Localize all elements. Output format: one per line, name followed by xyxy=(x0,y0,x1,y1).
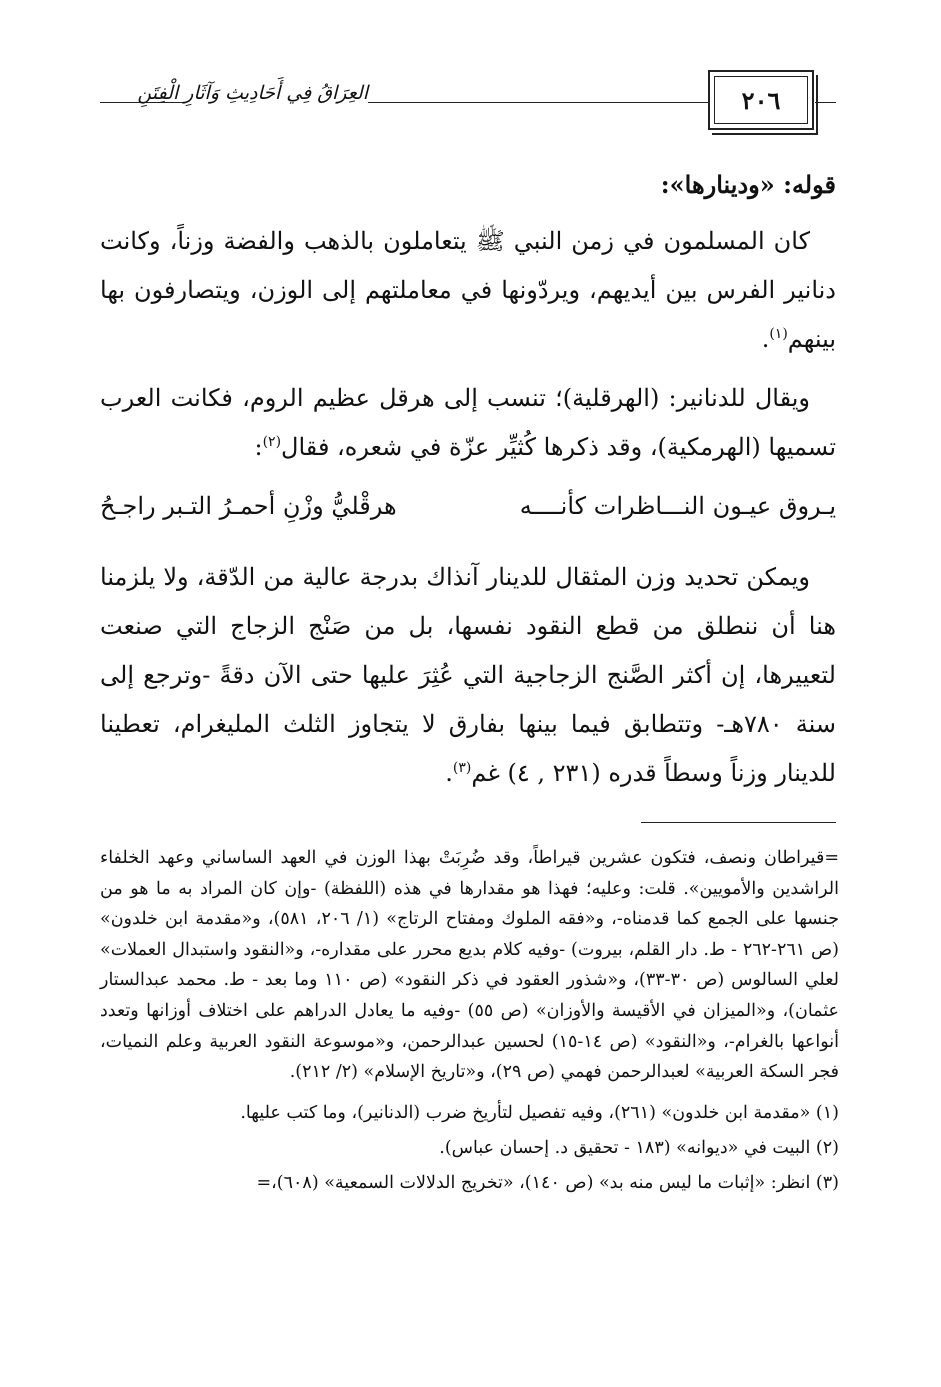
poem-verse xyxy=(100,482,836,531)
footnote-continued: =قيراطان ونصف، فتكون عشرين قيراطاً، وقد ضُرِبَتْ بهذا الوزن في العهد الساساني وعهد الخلفاء الراشدين والأمويين». قلت: وعليه؛ فهذا هو مقدارها في هذه (اللفظة) -وإن كان المراد به ما هو من جنسها على الجمع كما قدمناه-، و«فقه الملوك ومفتاح الرتاج» (١/ ٢٠٦، ٥٨١)، و«مقدمة ابن خلدون» (ص ٢٦١-٢٦٢ - ط. دار القلم، بيروت) -وفيه كلام بديع محرر على مقداره-، و«النقود واستبدال العملات» لعلي السالوس (ص ٣٠-٣٣)، و«شذور العقود في ذكر النقود» (ص ١١٠ وما بعد - ط. محمد عبدالستار عثمان)، و«الميزان في الأقيسة والأوزان» (ص ٥٥) -وفيه ما يعادل الدراهم على اختلاف أوزانها وتعدد أنواعها بالغرام-، و«النقود» (ص ١٤-١٥) لحسين عبدالرحمن، و«موسوعة النقود العربية وعلم النميات، فجر السكة العربية» لعبدالرحمن فهمي (ص ٢٩)، و«تاريخ الإسلام» (٢/ ٢١٢). xyxy=(100,848,840,1083)
section-heading: قوله: «ودينارها»: xyxy=(660,170,836,199)
footnotes xyxy=(100,843,839,1201)
footnote-separator xyxy=(641,822,836,823)
running-title: العِرَاقُ فِي أَحَادِيثِ وَآثَارِ الْفِتَنِ xyxy=(137,82,368,104)
header-rule-right xyxy=(815,102,836,103)
page-header xyxy=(100,62,836,132)
paragraph-1 xyxy=(100,217,836,364)
footnote-ref-2: (٢) xyxy=(262,434,282,450)
paragraph-1-text: كان المسلمون في زمن النبي ﷺ يتعاملون بالذهب والفضة وزناً، وكانت دنانير الفرس بين أيديهم، ويردّونها في معاملتهم إلى الوزن، ويتصارفون بها بينهم xyxy=(100,227,836,353)
header-rule-middle xyxy=(368,102,708,103)
footnote-2: (٢) البيت في «ديوانه» (١٨٣ - تحقيق د. إحسان عباس). xyxy=(439,1137,839,1158)
paragraph-2 xyxy=(100,374,836,472)
paragraph-2-text: ويقال للدنانير: (الهرقلية)؛ تنسب إلى هرقل عظيم الروم، فكانت العرب تسميها (الهرمكية)، وقد ذكرها كُثيِّر عزّة في شعره، فقال xyxy=(100,384,836,461)
footnote-3: (٣) انظر: «إثبات ما ليس منه بد» (ص ١٤٠)، «تخريج الدلالات السمعية» (٦٠٨)،= xyxy=(256,1172,839,1193)
paragraph-3 xyxy=(100,553,836,798)
paragraph-1-end: . xyxy=(761,325,770,353)
paragraph-3-text: ويمكن تحديد وزن المثقال للدينار آنذاك بدرجة عالية من الدّقة، ولا يلزمنا هنا أن ننطلق من قطع النقود نفسها، بل من صَنْج الزجاج التي صنعت لتعييرها، إن أكثر الصَّنج الزجاجية التي عُثِرَ عليها حتى الآن دقةً -وترجع إلى سنة ٧٨٠هـ- وتتطابق فيما بينها بفارق لا يتجاوز الثلث المليغرام، تعطينا للدينار وزناً وسطاً قدره (٢٣١ , ٤) غم xyxy=(100,563,837,787)
footnote-ref-3: (٣) xyxy=(452,760,472,776)
paragraph-2-end: : xyxy=(254,433,263,461)
paragraph-3-end: . xyxy=(445,759,453,787)
page-number-frame xyxy=(708,70,814,130)
footnote-ref-1: (١) xyxy=(769,326,788,342)
verse-first-hemistich: يـروق عيـون النـــاظرات كأنــــه xyxy=(519,492,836,520)
verse-second-hemistich: هرقْليُّ وزْنِ أحمـرُ التـبر راجـحُ xyxy=(100,492,397,520)
page-number: ٢٠٦ xyxy=(741,85,781,115)
footnote-1: (١) «مقدمة ابن خلدون» (٢٦١)، وفيه تفصيل لتأريخ ضرب (الدنانير)، وما كتب عليها. xyxy=(240,1102,839,1123)
